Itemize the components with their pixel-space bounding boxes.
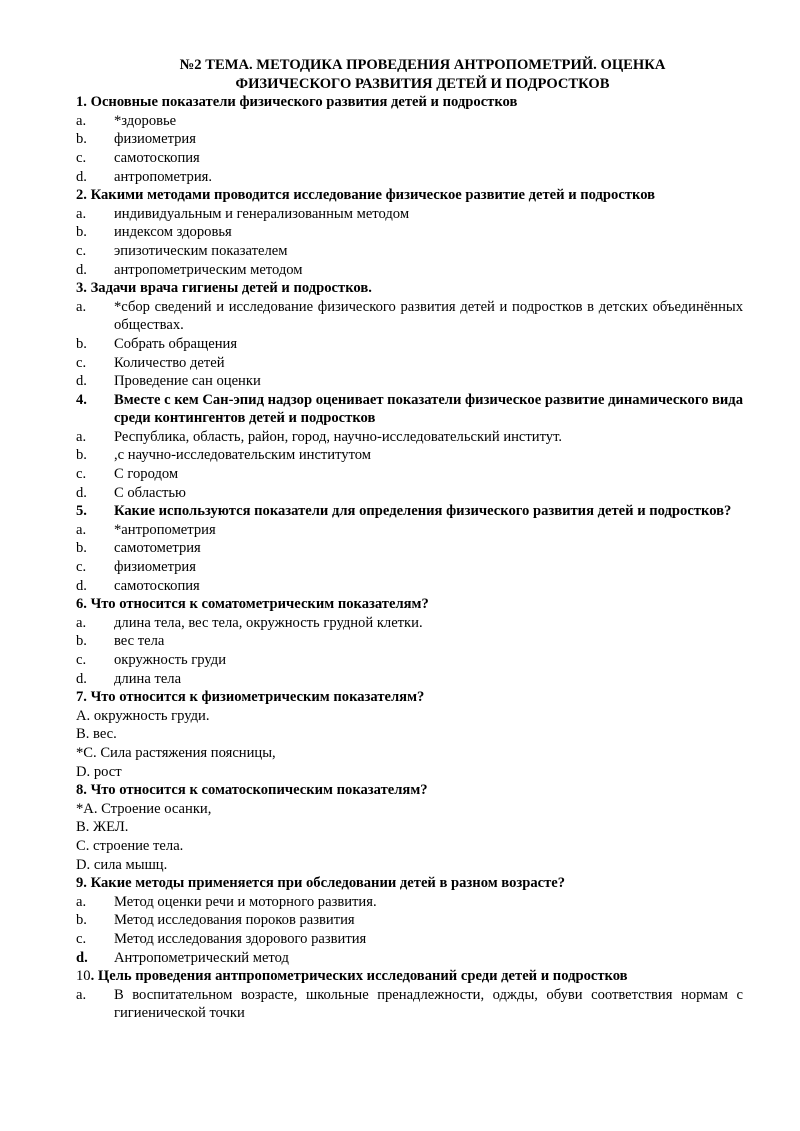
option-text: самотометрия [114,540,201,557]
option-text: *сбор сведений и исследование физического развития детей и подростков в детских объединённых обществах. [114,298,743,334]
option [76,465,743,484]
option [76,130,743,149]
question-5 [76,502,743,521]
option-marker: d. [76,168,87,185]
option [76,558,743,577]
option-marker: b. [76,224,87,241]
option-text: самотоскопия [114,577,200,594]
option-marker: b. [76,335,87,352]
option [76,112,743,131]
option-marker: d. [76,577,87,594]
option [76,632,743,651]
option [76,986,743,1023]
option-text: Метод исследования здорового развития [114,930,367,947]
option [76,428,743,447]
question-text: 3. Задачи врача гигиены детей и подростков. [76,280,372,297]
option [76,930,743,949]
question-7 [76,688,743,707]
option-marker: d. [76,949,88,966]
option-text: индексом здоровья [114,224,232,241]
option-marker: a. [76,521,87,538]
question-4 [76,391,743,428]
option-text: Антропометрический метод [114,949,289,966]
question-text: Вместе с кем Сан-эпид надзор оценивает показатели физическое развитие динамического вида среди контингентов детей и подростков [114,391,743,427]
answer-line: D. рост [76,763,122,780]
option-text: эпизотическим показателем [114,242,288,259]
option-text: антропометрическим методом [114,261,303,278]
option [76,242,743,261]
answer-line: D. сила мышц. [76,856,168,873]
answer-line: B. вес. [76,726,117,743]
option-text: физиометрия [114,131,196,148]
answer-line: *A. Строение осанки, [76,800,212,817]
answer-line: B. ЖЕЛ. [76,819,129,836]
option-marker: b. [76,131,87,148]
answer-line: *C. Сила растяжения поясницы, [76,744,276,761]
option-text: В воспитательном возрасте, школьные пренадлежности, оджды, обуви соответствия нормам с гигиенической точки [114,986,743,1022]
question-8 [76,781,743,800]
option [76,372,743,391]
question-2 [76,186,743,205]
question-text: 7. Что относится к физиометрическим показателям? [76,689,425,706]
option [76,261,743,280]
option-marker: a. [76,298,87,315]
option-marker: c. [76,930,87,947]
document-title [76,56,743,93]
option-marker: c. [76,149,87,166]
option-marker: c. [76,652,87,668]
option-text: *антропометрия [114,521,216,538]
option-marker: c. [76,559,87,576]
question-text: 9. Какие методы применяется при обследовании детей в разном возрасте? [76,875,566,892]
option [76,577,743,596]
question-number: 10 [76,968,91,985]
question-number: 4. [76,391,87,408]
option [76,205,743,224]
option-text: самотоскопия [114,149,200,166]
option [76,670,743,689]
option [76,149,743,168]
option-marker: a. [76,205,87,222]
question-text: Какие используются показатели для определения физического развития детей и подростков? [114,503,732,520]
question-text: 1. Основные показатели физического развития детей и подростков [76,94,518,111]
option [76,949,743,968]
option [76,651,743,670]
option-text: С городом [114,466,179,483]
option-text: Проведение сан оценки [114,373,261,390]
option-text: вес тела [114,633,165,650]
option-marker: d. [76,484,87,501]
option-text: Количество детей [114,354,225,371]
option-marker: b. [76,912,87,929]
answer-line: C. строение тела. [76,837,184,854]
option-marker: d. [76,261,87,278]
question-number: 5. [76,503,87,520]
option [76,484,743,503]
option-marker: d. [76,670,87,687]
option-text: Метод оценки речи и моторного развития. [114,893,377,910]
option-marker: a. [76,112,87,129]
option-text: длина тела, вес тела, окружность грудной клетки. [114,614,423,631]
question-6 [76,595,743,614]
option-text: длина тела [114,670,182,687]
option [76,168,743,187]
option-marker: d. [76,373,87,390]
option-text: Метод исследования пороков развития [114,912,355,929]
question-3 [76,279,743,298]
option [76,521,743,540]
title-line-1: №2 ТЕМА. МЕТОДИКА ПРОВЕДЕНИЯ АНТРОПОМЕТРИЙ. ОЦЕНКА [179,57,666,73]
option-marker: c. [76,354,87,371]
question-text: 2. Какими методами проводится исследование физическое развитие детей и подростков [76,187,656,204]
option-text: Собрать обращения [114,335,238,352]
option-text: ,с научно-исследовательским институтом [114,447,372,464]
question-text: 8. Что относится к соматоскопическим показателям? [76,782,428,799]
option [76,354,743,373]
option [76,446,743,465]
option-marker: b. [76,633,87,650]
option-text: индивидуальным и генерализованным методом [114,205,410,222]
option-marker: a. [76,428,87,445]
option-marker: a. [76,893,87,910]
question-text: . Цель проведения антпропометрических исследований среди детей и подростков [90,968,628,985]
option-marker: a. [76,986,87,1003]
option [76,298,743,335]
option-marker: c. [76,242,87,259]
option-text: физиометрия [114,559,196,576]
option-text: *здоровье [114,112,177,129]
question-10 [76,967,743,986]
option-text: антропометрия. [114,168,213,185]
option-marker: b. [76,540,87,557]
option [76,893,743,912]
option [76,539,743,558]
question-9 [76,874,743,893]
title-line-2: ФИЗИЧЕСКОГО РАЗВИТИЯ ДЕТЕЙ И ПОДРОСТКОВ [235,75,610,92]
answer-line: A. окружность груди. [76,707,210,724]
option [76,911,743,930]
option-text: Республика, область, район, город, научно-исследовательский институт. [114,428,563,445]
option [76,335,743,354]
option-marker: a. [76,614,87,631]
question-1 [76,93,743,112]
option-marker: c. [76,466,87,483]
question-text: 6. Что относится к соматометрическим показателям? [76,596,429,613]
option-marker: b. [76,447,87,464]
option [76,614,743,633]
option-text: С областью [114,484,186,501]
option-text: окружность груди [114,652,227,668]
option [76,223,743,242]
